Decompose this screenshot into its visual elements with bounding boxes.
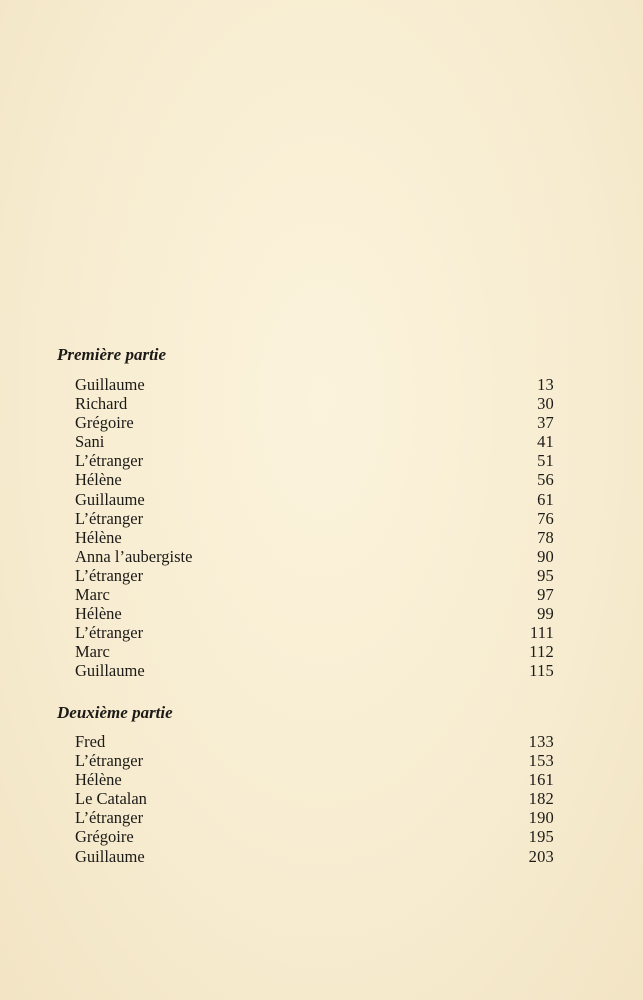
page-number: 51 (537, 451, 554, 471)
chapter-name: Richard (75, 394, 128, 414)
page-number: 161 (528, 770, 554, 790)
chapter-name: Hélène (75, 470, 122, 490)
toc-entry-list (57, 732, 554, 866)
chapter-name: L’étranger (75, 751, 144, 771)
toc-entry (75, 585, 554, 604)
chapter-name: L’étranger (75, 808, 144, 828)
chapter-name: Guillaume (75, 489, 145, 509)
chapter-name: Grégoire (75, 827, 134, 847)
toc-entry (75, 808, 554, 827)
page-number: 61 (537, 489, 554, 509)
toc-entry (75, 623, 554, 642)
toc-part-1 (57, 345, 554, 681)
toc-entry (75, 547, 554, 566)
page-number: 115 (529, 661, 554, 681)
toc-entry (75, 451, 554, 470)
page-number: 195 (528, 827, 554, 847)
page-number: 97 (537, 585, 554, 605)
chapter-name: Marc (75, 585, 110, 605)
toc-entry (75, 789, 554, 808)
page-number: 133 (528, 732, 554, 751)
page-number: 30 (537, 394, 554, 414)
page-number: 13 (537, 375, 554, 394)
chapter-name: Le Catalan (75, 789, 147, 809)
toc-entry (75, 661, 554, 680)
chapter-name: Grégoire (75, 413, 134, 433)
page-number: 153 (528, 751, 554, 771)
chapter-name: Hélène (75, 770, 122, 790)
toc-entry (75, 432, 554, 451)
chapter-name: Anna l’aubergiste (75, 546, 193, 566)
chapter-name: Sani (75, 432, 105, 452)
chapter-name: L’étranger (75, 451, 144, 471)
chapter-name: Fred (75, 732, 106, 751)
toc-entry (75, 827, 554, 846)
page-number: 111 (529, 623, 554, 643)
chapter-name: L’étranger (75, 623, 144, 643)
page-number: 41 (537, 432, 554, 452)
toc-entry (75, 847, 554, 866)
page-number: 95 (537, 565, 554, 585)
page-number: 78 (537, 527, 554, 547)
toc-entry (75, 509, 554, 528)
page-number: 99 (537, 604, 554, 624)
chapter-name: Guillaume (75, 375, 145, 394)
page-number: 90 (537, 546, 554, 566)
toc-entry (75, 770, 554, 789)
part-title: Deuxième partie (57, 703, 173, 722)
page-number: 76 (537, 508, 554, 528)
page-number: 190 (528, 808, 554, 828)
toc-entry (75, 490, 554, 509)
page-number: 112 (529, 642, 554, 662)
toc-entry-list (57, 375, 554, 681)
chapter-name: Hélène (75, 527, 122, 547)
toc-entry (75, 375, 554, 394)
chapter-name: L’étranger (75, 565, 144, 585)
part-title: Première partie (57, 345, 167, 364)
toc-entry (75, 642, 554, 661)
page-number: 56 (537, 470, 554, 490)
toc-part-2 (57, 703, 554, 866)
toc-entry (75, 413, 554, 432)
chapter-name: Guillaume (75, 661, 145, 681)
chapter-name: L’étranger (75, 508, 144, 528)
chapter-name: Guillaume (75, 846, 145, 866)
toc-entry (75, 732, 554, 751)
toc-entry (75, 566, 554, 585)
toc-entry (75, 470, 554, 489)
page-number: 182 (528, 789, 554, 809)
toc-entry (75, 528, 554, 547)
chapter-name: Hélène (75, 604, 122, 624)
toc-entry (75, 604, 554, 623)
toc-entry (75, 394, 554, 413)
toc-entry (75, 751, 554, 770)
page-number: 203 (528, 846, 554, 866)
page-number: 37 (537, 413, 554, 433)
chapter-name: Marc (75, 642, 110, 662)
